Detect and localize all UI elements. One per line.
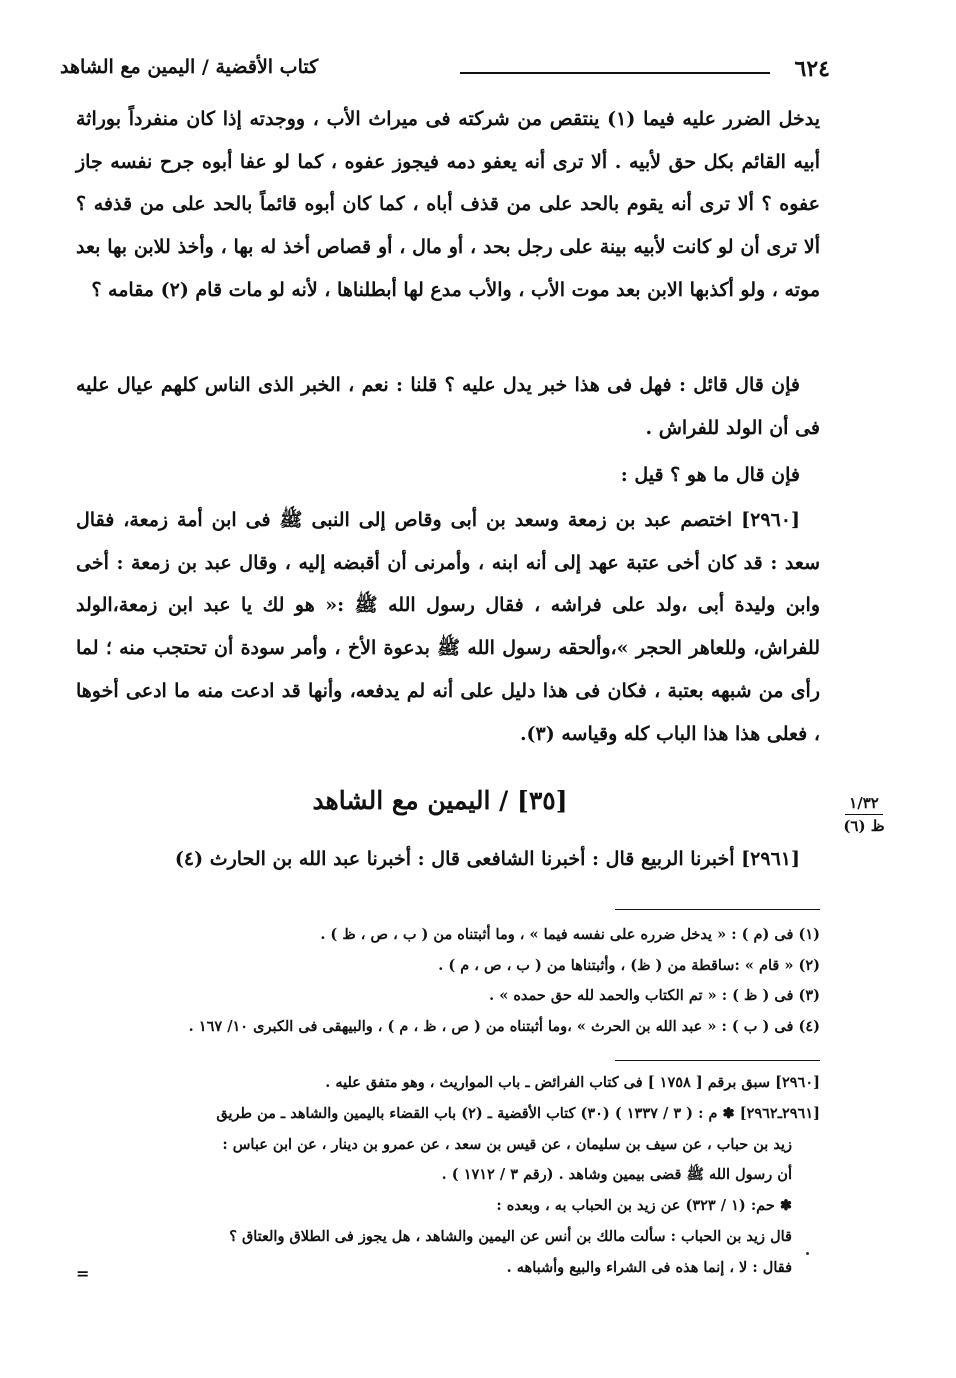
margin-note-top: ١/٣٢ xyxy=(845,792,883,815)
takhrij-line: فقال : لا ، إنما هذه فى الشراء والبيع وأشباهه . xyxy=(506,1258,792,1276)
takhrij-notes xyxy=(76,1068,820,1284)
paragraph-1: يدخل الضرر عليه فيما (١) ينتقص من شركته فى ميراث الأب ، ووجدته إذا كان منفرداً بوراثة أبيه القائم بكل حق لأبيه . ألا ترى أنه يعفو دمه فيجوز عفوه ، كما لو عفا أبوه جرح نفسه جاز عفوه ؟ ألا ترى أنه يقوم بالحد على من قذف أباه ، كما كان أبوه قائماً بالحد على من قذفه ؟ ألا ترى أن لو كانت لأبيه بينة على رجل بحد ، أو مال ، أو قصاص أخذ له بها ، وأخذ للابن بها بعد موته ، ولو أكذبها الابن بعد موت الأب ، والأب مدع لها أبطلناها ، لأنه لو مات قام (٢) مقامه ؟ xyxy=(76,108,820,301)
takhrij-line: قال زيد بن الحباب : سألت مالك بن أنس عن اليمين والشاهد ، هل يجوز فى الطلاق والعتاق ؟ xyxy=(229,1227,792,1245)
takhrij-line: ✽ حم: (١ / ٣٢٣) عن زيد بن الحباب به ، وبعده : xyxy=(496,1197,792,1215)
scan-speck xyxy=(806,1252,809,1255)
footnote-1: (١) فى (م ) : « يدخل ضرره على نفسه فيما » ، وما أثبتناه من ( ب ، ص ، ظ ) . xyxy=(320,926,820,943)
takhrij-line: زيد بن حباب ، عن سيف بن سليمان ، عن قيس بن سعد ، عن عمرو بن دينار ، عن ابن عباس : xyxy=(222,1135,792,1153)
takhrij-line: [٢٩٦١ـ٢٩٦٢] ✽ م : ( ٣ / ١٣٣٧ ) (٣٠) كتاب الأقضية ـ (٢) باب القضاء باليمين والشاهد ـ من طريق xyxy=(216,1104,820,1122)
footnote-2: (٢) « قام » :ساقطة من ( ظ) ، وأثبتناها من ( ب ، ص ، م ) . xyxy=(438,956,820,974)
paragraph-2: فإن قال قائل : فهل فى هذا خبر يدل عليه ؟ قلنا : نعم ، الخبر الذى الناس كلهم عيال عليه فى أن الولد للفراش . xyxy=(76,374,820,439)
footnote-4: (٤) فى ( ب ) : « عبد الله بن الحرث » ،وما أثبتناه من ( ص ، ظ ، م ) ، والبيهقى فى الكبرى ١٠/ ١٦٧ . xyxy=(188,1017,820,1035)
margin-note-bottom: ظ (٦) xyxy=(843,817,885,835)
section-heading: [٣٥] / اليمين مع الشاهد xyxy=(312,786,568,815)
running-header xyxy=(60,48,830,88)
footnote-rule xyxy=(615,909,820,910)
takhrij-line: [٢٩٦٠] سبق برقم [ ١٧٥٨ ] فى كتاب الفرائض ـ باب المواريث ، وهو متفق عليه . xyxy=(325,1074,820,1091)
header-rule xyxy=(460,72,770,74)
footnote-3: (٣) فى ( ظ ) : « تم الكتاب والحمد لله حق حمده » . xyxy=(489,987,820,1004)
takhrij-line: أن رسول الله ﷺ قضى بيمين وشاهد . (رقم ٣ / ١٧١٢ ) . xyxy=(441,1166,792,1184)
margin-note xyxy=(836,792,892,837)
footnotes xyxy=(76,920,820,1042)
hadith-2961: [٢٩٦١] أخبرنا الربيع قال : أخبرنا الشافعى قال : أخبرنا عبد الله بن الحارث (٤) xyxy=(174,848,800,870)
paragraph-3: فإن قال ما هو ؟ قيل : xyxy=(620,464,800,486)
takhrij-rule xyxy=(615,1060,820,1061)
page-number: ٦٢٤ xyxy=(794,56,830,82)
hadith-2960: [٢٩٦٠] اختصم عبد بن زمعة وسعد بن أبى وقاص إلى النبى ﷺ فى ابن أمة زمعة، فقال سعد : قد كان أخى عتبة عهد إلى أنه ابنه ، وأمرنى أن أقبضه إليه ، وقال عبد بن زمعة : أخى وابن وليدة أبى ،ولد على فراشه ، فقال رسول الله ﷺ :« هو لك يا عبد ابن زمعة،الولد للفراش، وللعاهر الحجر »،وألحقه رسول الله ﷺ بدعوة الأخ ، وأمر سودة أن تحتجب منه ؛ لما رأى من شبهه بعتبة ، فكان فى هذا دليل على أنه لم يدفعه، وأنها قد ادعت منه ما ادعى أخوها ، فعلى هذا هذا الباب كله وقياسه (٣). xyxy=(76,509,820,745)
running-title: كتاب الأقضية / اليمين مع الشاهد xyxy=(60,56,319,78)
continuation-mark: = xyxy=(76,1264,90,1283)
